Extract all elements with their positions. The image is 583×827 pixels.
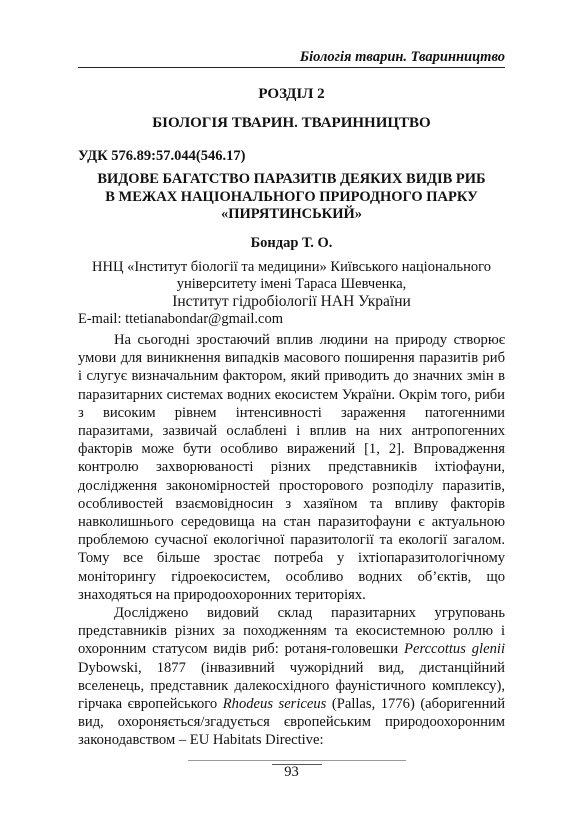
article-title-line: ВИДОВЕ БАГАТСТВО ПАРАЗИТІВ ДЕЯКИХ ВИДІВ РИБ xyxy=(97,171,486,187)
article-title-line: В МЕЖАХ НАЦІОНАЛЬНОГО ПРИРОДНОГО ПАРКУ xyxy=(105,188,478,205)
article-title xyxy=(78,171,505,224)
article-body xyxy=(78,331,505,750)
section-heading: РОЗДІЛ 2 xyxy=(258,86,325,102)
body-text-run: Досліджено видовий склад паразитарних угруповань представників різних за походженням та екосистемною роллю і охоронним статусом видів риб: ротаня-головешки xyxy=(78,605,505,658)
article-title-line: «ПИРЯТИНСЬКИЙ» xyxy=(220,206,363,222)
udk-code: УДК 576.89:57.044(546.17) xyxy=(78,148,246,164)
affiliation-line: Інститут гідробіології НАН України xyxy=(172,293,411,310)
body-paragraph xyxy=(78,604,505,750)
affiliation xyxy=(78,259,505,310)
author-name: Бондар Т. О. xyxy=(250,235,333,251)
header-rule xyxy=(78,67,505,68)
species-name: Rhodeus sericeus xyxy=(222,696,327,713)
running-head: Біологія тварин. Тваринництво xyxy=(299,49,505,65)
footer-rule xyxy=(188,760,406,761)
page-number: 93 xyxy=(284,764,299,780)
affiliation-line: університету імені Тараса Шевченка, xyxy=(176,276,407,292)
species-name: Perccottus glenii xyxy=(404,641,505,658)
author-email: E-mail: ttetianabondar@gmail.com xyxy=(78,311,284,327)
chapter-title: БІОЛОГІЯ ТВАРИН. ТВАРИННИЦТВО xyxy=(152,115,431,131)
body-paragraph: На сьогодні зростаючий вплив людини на природу створює умови для виникнення випадків масового поширення паразитів риб і слугує визначальним фактором, який приводить до значних змін в паразитарних системах водних екосистем України. Окрім того, риби з високим рівнем інтенсивності зараження патогенними паразитами, зазвичай ослаблені і вплив на них антропогенних факторів може бути особливо виражений [1, 2]. Впровадження контролю захворюваності різних представників іхтіофауни, дослідження закономірностей просторового розподілу паразитів, особливостей взаємовідносин з хазяїном та впливу факторів навколишнього середовища на стан паразитофауни є актуальною проблемою сучасної екологічної паразитології та екології загалом. Тому все більше зростає потреба у іхтіопаразитологічному моніторингу гідроекосистем, особливо водних об’єктів, що знаходяться на природоохоронних територіях. xyxy=(78,332,505,603)
body-text-run: Dybowski, 1877 (інвазивний чужорідний вид, дистанційний вселенець, представник далекосхідного фауністичного комплексу), гірчака європейського xyxy=(78,659,505,713)
body-text-run: (Pallas, 1776) (аборигенний вид, охороняється/згадується європейським природоохоронним законодавством – EU Habitats Directive: xyxy=(78,696,505,749)
affiliation-line: ННЦ «Інститут біології та медицини» Київського національного xyxy=(92,259,491,275)
